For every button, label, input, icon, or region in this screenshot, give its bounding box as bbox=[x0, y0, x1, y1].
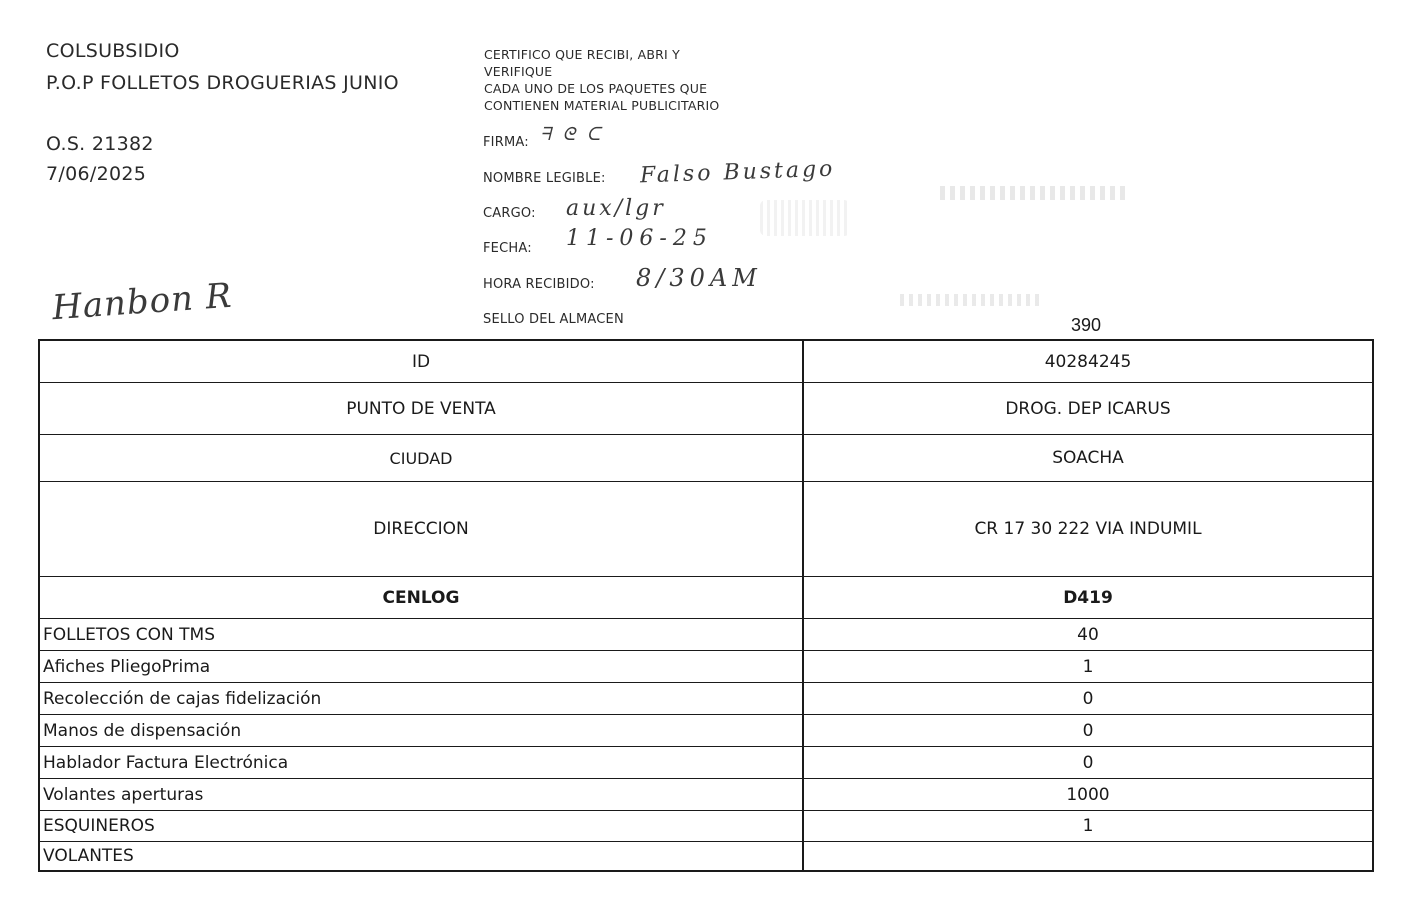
table-row bbox=[40, 619, 1372, 651]
row-value bbox=[804, 842, 1372, 870]
cert-line: CONTIENEN MATERIAL PUBLICITARIO bbox=[484, 98, 720, 113]
cargo-handwritten: aux/lgr bbox=[566, 196, 666, 221]
row-label: VOLANTES bbox=[40, 842, 804, 870]
row-value: 1 bbox=[1082, 816, 1094, 836]
table-row bbox=[40, 747, 1372, 779]
signature-left: Hanbon R bbox=[50, 275, 234, 329]
row-value: 40 bbox=[1077, 624, 1099, 645]
hora-handwritten: 8/30AM bbox=[636, 264, 762, 292]
stamp-mark bbox=[900, 294, 1040, 306]
table-row bbox=[40, 715, 1372, 747]
hora-label: HORA RECIBIDO: bbox=[483, 277, 595, 292]
table-row bbox=[40, 577, 1372, 619]
document-date: 7/06/2025 bbox=[46, 163, 147, 185]
table-row bbox=[40, 651, 1372, 683]
sequence-number: 390 bbox=[1071, 315, 1102, 335]
stamp-mark bbox=[760, 200, 850, 236]
row-label: Afiches PliegoPrima bbox=[40, 651, 804, 682]
cert-line: VERIFIQUE bbox=[484, 64, 553, 79]
fecha-label: FECHA: bbox=[483, 241, 532, 256]
company-name: COLSUBSIDIO bbox=[46, 40, 180, 62]
row-value: 1 bbox=[1082, 656, 1094, 677]
row-label: DIRECCION bbox=[40, 482, 804, 576]
row-value: SOACHA bbox=[1052, 448, 1124, 468]
firma-label: FIRMA: bbox=[483, 135, 529, 150]
row-label: Hablador Factura Electrónica bbox=[40, 747, 804, 778]
row-value: DROG. DEP ICARUS bbox=[1005, 398, 1171, 419]
row-value: 0 bbox=[1082, 752, 1094, 773]
row-label: Recolección de cajas fidelización bbox=[40, 683, 804, 714]
row-label: ESQUINEROS bbox=[40, 811, 804, 841]
order-number: O.S. 21382 bbox=[46, 133, 154, 155]
firma-handwritten: ᖷ ᘓ ᑕ bbox=[540, 124, 604, 145]
row-value: 0 bbox=[1082, 720, 1094, 741]
table-row bbox=[40, 482, 1372, 577]
sello-label: SELLO DEL ALMACEN bbox=[483, 312, 624, 327]
row-value: 0 bbox=[1082, 688, 1094, 709]
cert-line: CADA UNO DE LOS PAQUETES QUE bbox=[484, 81, 708, 96]
row-value: D419 bbox=[1063, 587, 1113, 608]
row-value: 40284245 bbox=[1044, 351, 1132, 372]
row-label: FOLLETOS CON TMS bbox=[40, 619, 804, 650]
campaign-title: P.O.P FOLLETOS DROGUERIAS JUNIO bbox=[46, 72, 399, 94]
row-label: CENLOG bbox=[40, 577, 804, 618]
table-row bbox=[40, 435, 1372, 482]
table-row bbox=[40, 842, 1372, 870]
table-row bbox=[40, 383, 1372, 435]
row-label: CIUDAD bbox=[40, 435, 804, 481]
nombre-label: NOMBRE LEGIBLE: bbox=[483, 171, 606, 186]
certification-text bbox=[484, 46, 719, 114]
row-value: CR 17 30 222 VIA INDUMIL bbox=[974, 519, 1202, 539]
table-row bbox=[40, 341, 1372, 383]
table-row bbox=[40, 779, 1372, 811]
table-row bbox=[40, 811, 1372, 842]
row-value: 1000 bbox=[1066, 784, 1110, 805]
table-row bbox=[40, 683, 1372, 715]
row-label: Manos de dispensación bbox=[40, 715, 804, 746]
stamp-mark bbox=[940, 186, 1130, 200]
cert-line: CERTIFICO QUE RECIBI, ABRI Y bbox=[484, 47, 680, 62]
cargo-label: CARGO: bbox=[483, 206, 536, 221]
row-label: ID bbox=[40, 341, 804, 382]
row-label: Volantes aperturas bbox=[40, 779, 804, 810]
row-label: PUNTO DE VENTA bbox=[40, 383, 804, 434]
nombre-handwritten: Falso Bustago bbox=[639, 156, 836, 189]
delivery-table bbox=[38, 339, 1374, 872]
fecha-handwritten: 11-06-25 bbox=[566, 226, 713, 251]
